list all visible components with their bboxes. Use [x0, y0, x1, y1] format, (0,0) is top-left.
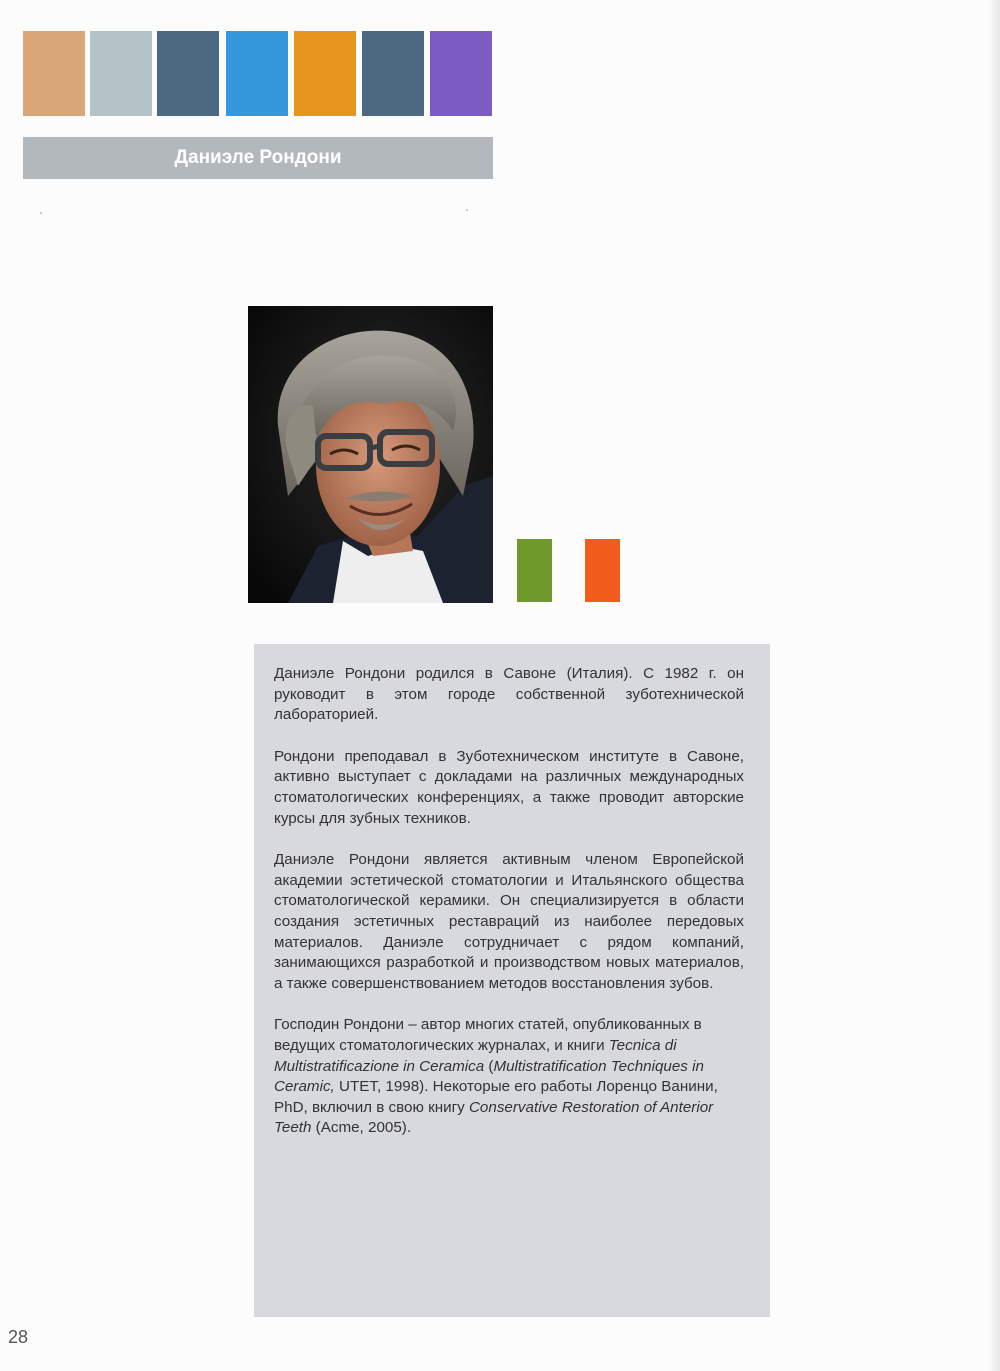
color-swatch — [362, 31, 424, 116]
bio-paragraph — [274, 1015, 744, 1139]
book-title: Tecnica di Multistratificazione in Ceramica — [274, 1036, 677, 1075]
bio-text-run: UTET, 1998). Некоторые его работы Лоренцо Ванини, PhD, включил в свою книгу — [274, 1078, 718, 1116]
bio-paragraph: Даниэле Рондони является активным членом Европейской академии эстетической стоматологии и Итальянского общества стоматологической керамики. Он специализируется в области создания эстетичных реставраций из наиболее передовых материалов. Даниэле сотрудничает с рядом компаний, занимающихся разработкой и производством новых материалов, а также совершенствованием методов восстановления зубов. — [274, 851, 744, 992]
bio-paragraph: Рондони преподавал в Зуботехническом институте в Савоне, активно выступает с докладами на различных международных стоматологических конференциях, а также проводит авторские курсы для зубных техников. — [274, 747, 744, 827]
decorative-dot — [40, 212, 42, 214]
bio-text — [274, 664, 744, 1160]
decorative-dot — [466, 209, 468, 211]
bio-text-run: ( — [484, 1057, 494, 1075]
color-swatch — [157, 31, 219, 116]
accent-swatch-green — [517, 539, 552, 602]
bio-text-run: (Acme, 2005). — [311, 1119, 412, 1137]
color-swatch — [23, 31, 85, 116]
color-swatch — [226, 31, 288, 116]
page-edge-shadow — [988, 0, 1000, 1371]
bio-paragraph: Даниэле Рондони родился в Савоне (Италия). С 1982 г. он руководит в этом городе собственной зуботехнической лабораторией. — [274, 665, 744, 724]
accent-swatch-orange — [585, 539, 620, 602]
book-title-english: Multistratification Techniques in Ceramic, — [274, 1057, 704, 1096]
portrait-photo — [248, 306, 493, 603]
page-number: 28 — [8, 1327, 29, 1347]
color-swatch — [90, 31, 152, 116]
page-title: Даниэле Рондони — [23, 137, 493, 179]
book-title: Conservative Restoration of Anterior Teeth — [274, 1098, 714, 1137]
bio-text-run: Господин Рондони – автор многих статей, опубликованных в ведущих стоматологических журналах, и книги — [274, 1016, 702, 1054]
color-swatch — [294, 31, 356, 116]
color-swatch — [430, 31, 492, 116]
portrait-illustration — [248, 306, 493, 603]
